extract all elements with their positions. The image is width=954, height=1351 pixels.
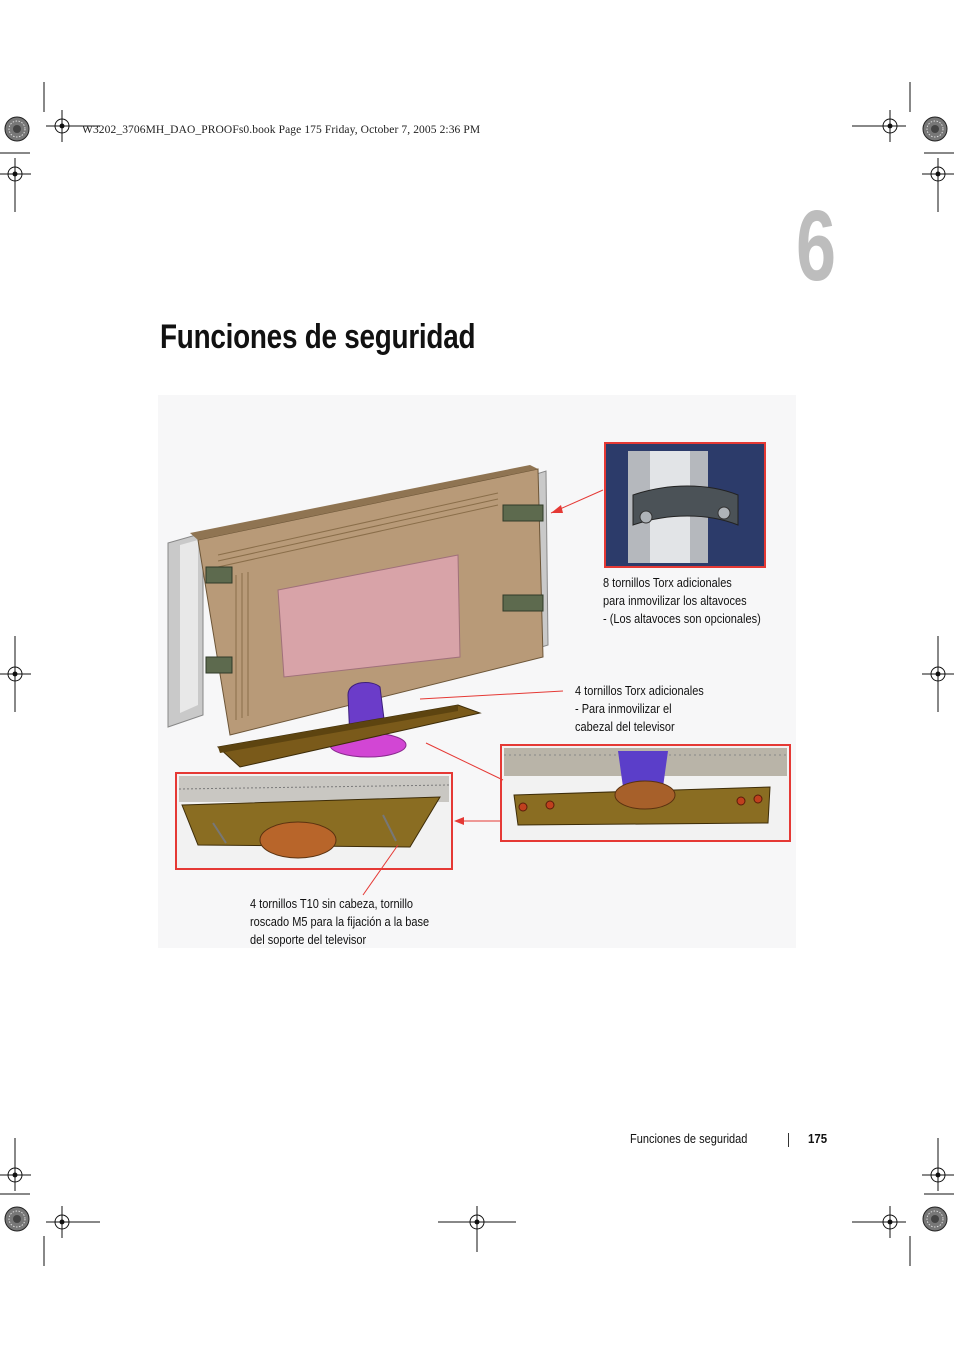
chapter-title: Funciones de seguridad (160, 318, 476, 356)
proof-header: W3202_3706MH_DAO_PROOFs0.book Page 175 Friday, October 7, 2005 2:36 PM (82, 124, 481, 136)
security-figure (158, 395, 796, 948)
page-number: 175 (808, 1131, 828, 1146)
footer-separator (788, 1133, 789, 1147)
leader-head (420, 691, 563, 699)
chapter-number: 6 (796, 190, 837, 302)
speaker-bracket (206, 567, 232, 583)
callout-speaker-screws: 8 tornillos Torx adicionales para inmovilizar los altavoces - (Los altavoces son opcionales) (603, 576, 761, 626)
footer-section-title: Funciones de seguridad (630, 1132, 748, 1146)
callout-head-screws: 4 tornillos Torx adicionales - Para inmovilizar el cabezal del televisor (575, 684, 704, 734)
callout-base-screws: 4 tornillos T10 sin cabeza, tornillo roscado M5 para la fijación a la base del soporte del televisor (250, 897, 430, 947)
tv-security-diagram (158, 395, 796, 948)
